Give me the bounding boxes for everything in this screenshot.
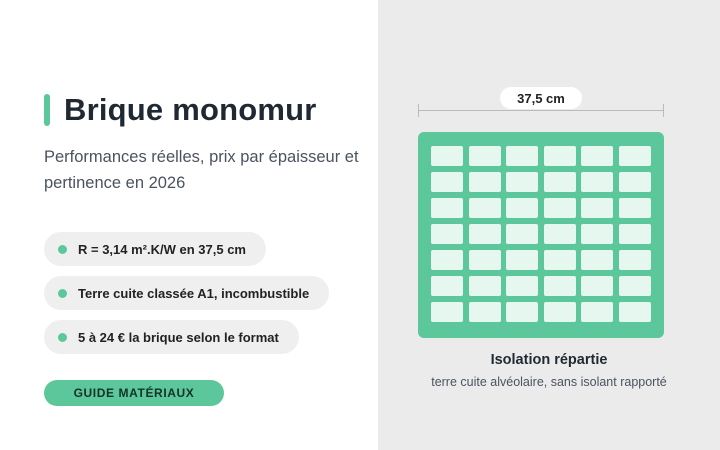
brick-cavity bbox=[544, 146, 576, 166]
brick-cavity bbox=[431, 276, 463, 296]
brick-cavity bbox=[431, 302, 463, 322]
brick-illustration bbox=[418, 132, 664, 338]
title-accent-bar bbox=[44, 94, 50, 126]
brick-cavity bbox=[619, 146, 651, 166]
brick-cavity bbox=[619, 276, 651, 296]
brick-cavity bbox=[581, 250, 613, 270]
brick-cavity bbox=[544, 198, 576, 218]
brick-cavity bbox=[619, 250, 651, 270]
brick-cavity bbox=[469, 302, 501, 322]
bullet-dot-icon bbox=[58, 245, 67, 254]
illustration-caption-subtitle: terre cuite alvéolaire, sans isolant rapporté bbox=[431, 375, 667, 389]
brick-cavity bbox=[544, 276, 576, 296]
brick-cavity bbox=[469, 276, 501, 296]
brick-cavity bbox=[506, 172, 538, 192]
title-block bbox=[44, 92, 317, 128]
brick-cavity bbox=[619, 198, 651, 218]
feature-text: R = 3,14 m².K/W en 37,5 cm bbox=[78, 241, 246, 257]
feature-pill-price bbox=[44, 320, 299, 354]
brick-cavity bbox=[581, 224, 613, 244]
brick-cavity bbox=[469, 250, 501, 270]
feature-pill-thermal bbox=[44, 232, 266, 266]
brick-cavity bbox=[431, 250, 463, 270]
brick-cavity bbox=[506, 198, 538, 218]
brick-cavity bbox=[544, 224, 576, 244]
page-subtitle: Performances réelles, prix par épaisseur et pertinence en 2026 bbox=[44, 148, 359, 192]
brick-cavity bbox=[581, 276, 613, 296]
brick-cavity bbox=[431, 172, 463, 192]
brick-cavity bbox=[619, 302, 651, 322]
brick-cavity bbox=[469, 224, 501, 244]
bullet-dot-icon bbox=[58, 289, 67, 298]
brick-cavity bbox=[506, 276, 538, 296]
brick-cavity bbox=[581, 302, 613, 322]
feature-text: 5 à 24 € la brique selon le format bbox=[78, 329, 279, 345]
feature-pill-fire bbox=[44, 276, 329, 310]
dimension-tick-right bbox=[663, 104, 664, 117]
brick-cavity bbox=[469, 172, 501, 192]
dimension-label: 37,5 cm bbox=[500, 87, 582, 109]
feature-text: Terre cuite classée A1, incombustible bbox=[78, 285, 310, 301]
brick-cavity bbox=[506, 302, 538, 322]
brick-cavity bbox=[544, 302, 576, 322]
bullet-dot-icon bbox=[58, 333, 67, 342]
brick-cavity bbox=[506, 146, 538, 166]
brick-cavity bbox=[619, 224, 651, 244]
brick-cavity bbox=[506, 224, 538, 244]
brick-cavity bbox=[581, 146, 613, 166]
brick-cavity bbox=[506, 250, 538, 270]
brick-cavity bbox=[431, 198, 463, 218]
brick-cavity bbox=[469, 146, 501, 166]
brick-cavity bbox=[544, 172, 576, 192]
guide-button[interactable]: GUIDE MATÉRIAUX bbox=[44, 380, 224, 406]
brick-cavity bbox=[581, 198, 613, 218]
brick-cavity bbox=[544, 250, 576, 270]
page-title: Brique monomur bbox=[64, 92, 317, 127]
illustration-caption-title: Isolation répartie bbox=[490, 352, 608, 368]
brick-cavity bbox=[581, 172, 613, 192]
brick-cavity bbox=[431, 146, 463, 166]
dimension-tick-left bbox=[418, 104, 419, 117]
brick-cavity bbox=[469, 198, 501, 218]
dimension-line bbox=[418, 110, 664, 111]
brick-cavity bbox=[619, 172, 651, 192]
brick-cavity bbox=[431, 224, 463, 244]
